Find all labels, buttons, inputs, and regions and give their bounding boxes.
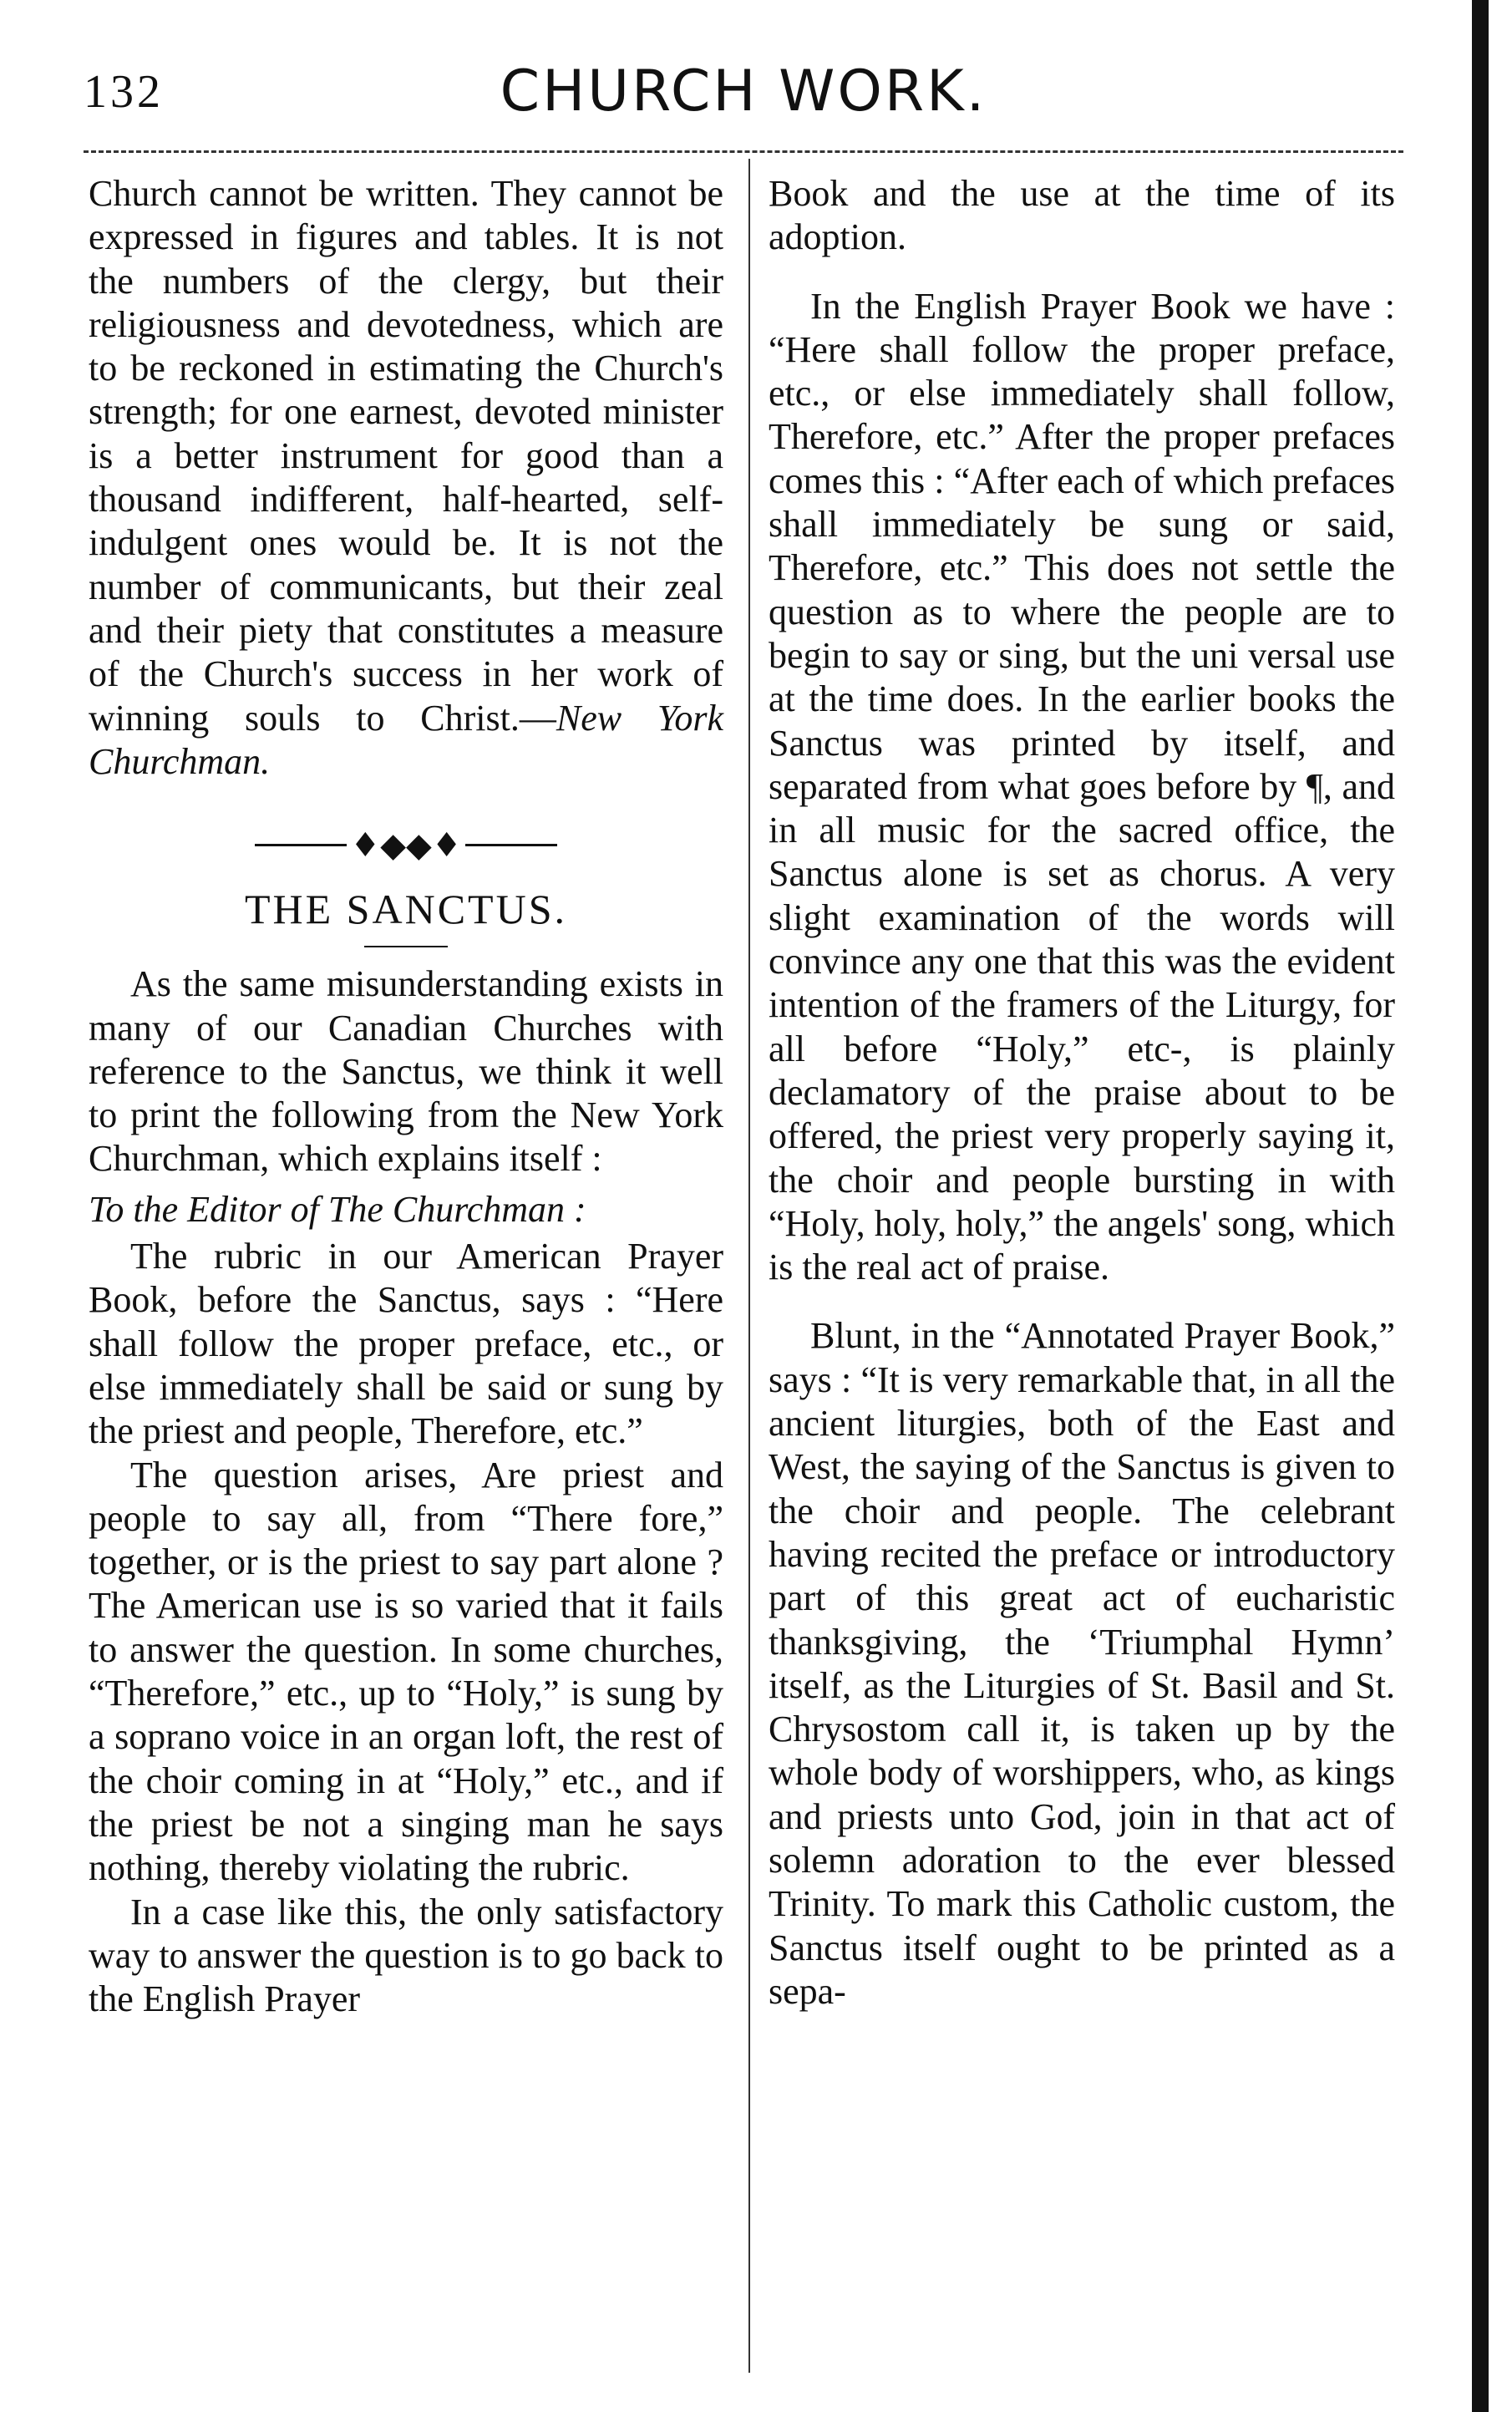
ornament-diamonds-icon: ♦◆◆♦ <box>350 825 462 865</box>
page-number: 132 <box>84 66 164 118</box>
continuation-source: New York Churchman. <box>89 697 723 782</box>
section-title: THE SANCTUS. <box>244 885 568 932</box>
letter-paragraph-2: The question arises, Are priest and people to say all, from “There fore,” together, or is the priest to say part alone ? The American use is so varied that it fails to answer the question. In some churches, “Therefore,” etc., up to “Holy,” is sung by a soprano voice in an organ loft, the rest of the choir coming in at “Holy,” etc., and if the priest be not a singing man he says nothing, thereby violating the rubric. <box>89 1454 723 1889</box>
continuation-text: Church cannot be written. They cannot be expressed in figures and tables. It is not the numbers of the clergy, but their religiousness and devotedness, which are to be reckoned in estimating the Church's strength; for one earnest, devoted minister is a better instrument for good than a thousand indifferent, half-hearted, self-indulgent ones would be. It is not the number of communicants, but their zeal and their piety that constitutes a measure of the Church's success in her work of winning souls to Christ.— <box>89 173 723 739</box>
right-paragraph-1: Book and the use at the time of its adoption. <box>769 173 1395 258</box>
title-rule <box>364 946 448 947</box>
right-column <box>769 172 1395 2013</box>
ornament-line-left <box>255 844 347 846</box>
header-rule <box>84 150 1403 153</box>
section-ornament <box>89 817 723 871</box>
intro-paragraph: As the same misunderstanding exists in many of our Canadian Churches with reference to the Sanctus, we think it well to print the following from the New York Churchman, which explains itself : <box>89 963 723 1180</box>
letter-paragraph-1: The rubric in our American Prayer Book, before the Sanctus, says : “Here shall follow the proper preface, etc., or else immediately shall be said or sung by the priest and people, Therefore, etc.” <box>89 1236 723 1452</box>
left-column <box>89 172 723 2021</box>
page-header <box>84 58 1403 150</box>
continuation-paragraph <box>89 172 723 784</box>
right-paragraph-2: In the English Prayer Book we have : “Here shall follow the proper preface, etc., or else immediately shall follow, Therefore, etc.” After the proper prefaces comes this : “After each of which prefaces shall immediately be sung or said, Therefore, etc.” This does not settle the question as to where the people are to begin to say or sing, but the uni versal use at the time does. In the earlier books the Sanctus was printed by itself, and separated from what goes before by ¶, and in all music for the sacred office, the Sanctus alone is set as chorus. A very slight examination of the words will convince any one that this was the evident intention of the framers of the Liturgy, for all before “Holy,” etc-, is plainly declamatory of the praise about to be offered, the priest very properly saying it, the choir and people bursting in with “Holy, holy, holy,” the angels' song, which is the real act of praise. <box>769 285 1395 1288</box>
right-paragraph-3: Blunt, in the “Annotated Prayer Book,” says : “It is very remarkable that, in all the ancient liturgies, both of the East and West, the saying of the Sanctus is given to the choir and people. The celebrant having recited the preface or introductory part of this great act of eucharistic thanksgiving, the ‘Triumphal Hymn’ itself, as the Liturgies of St. Basil and St. Chrysostom call it, is taken up by the whole body of worshippers, who, as kings and priests unto God, join in that act of solemn adoration to the ever blessed Trinity. To mark this Catholic custom, the Sanctus itself ought to be printed as a sepa- <box>769 1315 1395 2012</box>
letter-salutation: To the Editor of The Churchman : <box>89 1188 586 1230</box>
ornament-line-right <box>465 844 557 846</box>
scan-edge-bar <box>1472 0 1489 2412</box>
column-divider <box>748 159 750 2373</box>
running-head: CHURCH WORK. <box>500 58 987 124</box>
letter-paragraph-3: In a case like this, the only satisfactory way to answer the question is to go back to the English Prayer <box>89 1891 723 2020</box>
